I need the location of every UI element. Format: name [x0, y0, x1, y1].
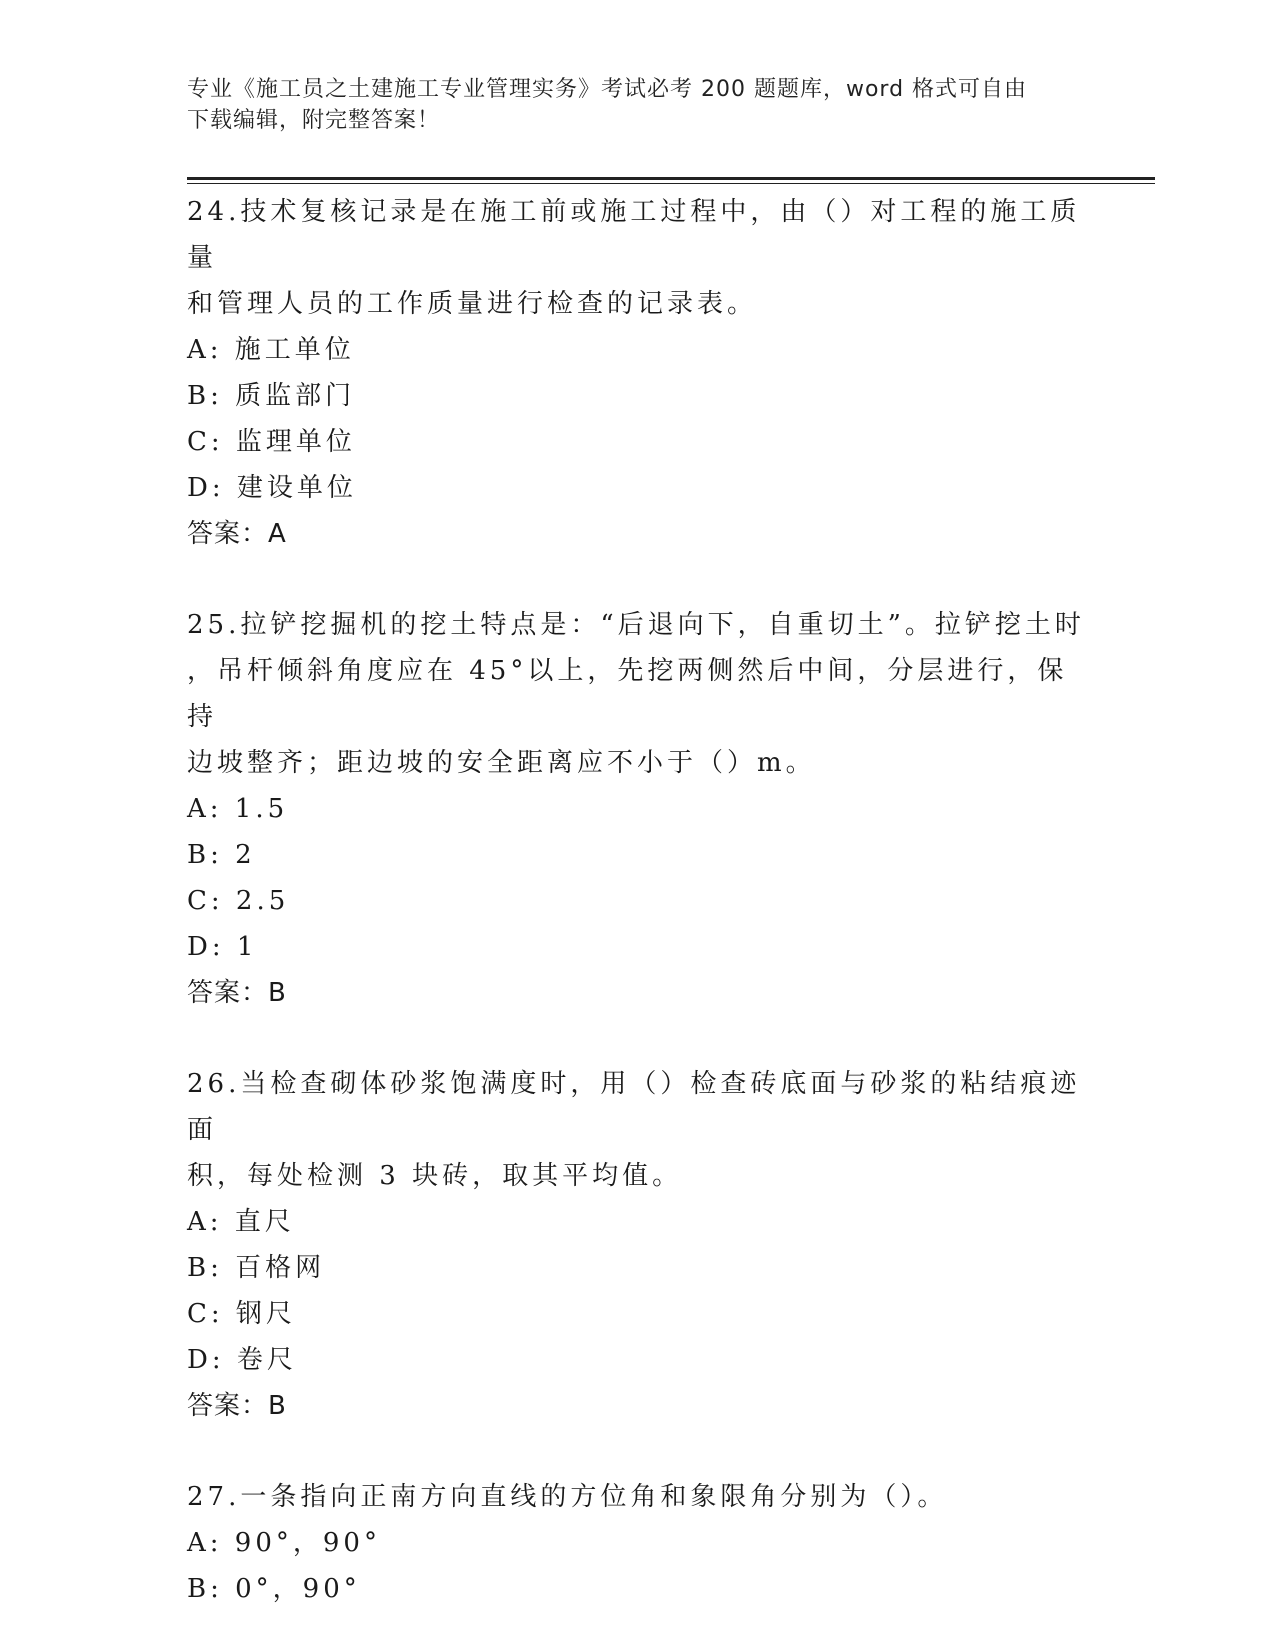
- answer-line: 答案：A: [187, 519, 287, 549]
- answer-line: 答案：B: [187, 1391, 287, 1421]
- question-25: [187, 602, 1087, 1016]
- question-text-line: 和管理人员的工作质量进行检查的记录表。: [187, 289, 758, 319]
- header-divider-thick: [187, 177, 1155, 180]
- header-line-1: 专业《施工员之土建施工专业管理实务》考试必考 200 题题库，word 格式可自由: [187, 77, 1028, 102]
- question-text-line: 积，每处检测 3 块砖，取其平均值。: [187, 1161, 683, 1191]
- header-line-2: 下载编辑，附完整答案！: [187, 108, 441, 133]
- option-a: A: 1.5: [187, 794, 289, 824]
- option-d: D: 卷尺: [187, 1345, 297, 1375]
- option-b: B: 2: [187, 840, 256, 870]
- header-divider-thin: [187, 183, 1155, 184]
- question-text-line: 24.技术复核记录是在施工前或施工过程中，由（）对工程的施工质量: [187, 197, 1081, 273]
- question-26: [187, 1061, 1087, 1429]
- question-list: [187, 189, 1087, 1612]
- option-c: C: 钢尺: [187, 1299, 296, 1329]
- question-text-line: ，吊杆倾斜角度应在 45°以上，先挖两侧然后中间，分层进行，保持: [187, 656, 1068, 732]
- option-b: B: 0°，90°: [187, 1574, 361, 1604]
- question-spacer: [187, 1429, 1087, 1474]
- option-b: B: 质监部门: [187, 381, 356, 411]
- document-header: [187, 74, 1077, 136]
- question-text-line: 25.拉铲挖掘机的挖土特点是：“后退向下，自重切土”。拉铲挖土时: [187, 610, 1085, 640]
- question-27: [187, 1474, 1087, 1612]
- option-c: C: 监理单位: [187, 427, 356, 457]
- question-spacer: [187, 557, 1087, 602]
- question-text-line: 边坡整齐；距边坡的安全距离应不小于（）m。: [187, 748, 816, 778]
- option-d: D: 建设单位: [187, 473, 357, 503]
- option-b: B: 百格网: [187, 1253, 326, 1283]
- question-text-line: 27.一条指向正南方向直线的方位角和象限角分别为（）。: [187, 1482, 948, 1512]
- question-text-line: 26.当检查砌体砂浆饱满度时，用（）检查砖底面与砂浆的粘结痕迹面: [187, 1069, 1081, 1145]
- option-c: C: 2.5: [187, 886, 290, 916]
- question-spacer: [187, 1016, 1087, 1061]
- question-24: [187, 189, 1087, 557]
- option-a: A: 施工单位: [187, 335, 355, 365]
- option-a: A: 90°，90°: [187, 1528, 381, 1558]
- option-d: D: 1: [187, 932, 258, 962]
- answer-line: 答案：B: [187, 978, 287, 1008]
- option-a: A: 直尺: [187, 1207, 295, 1237]
